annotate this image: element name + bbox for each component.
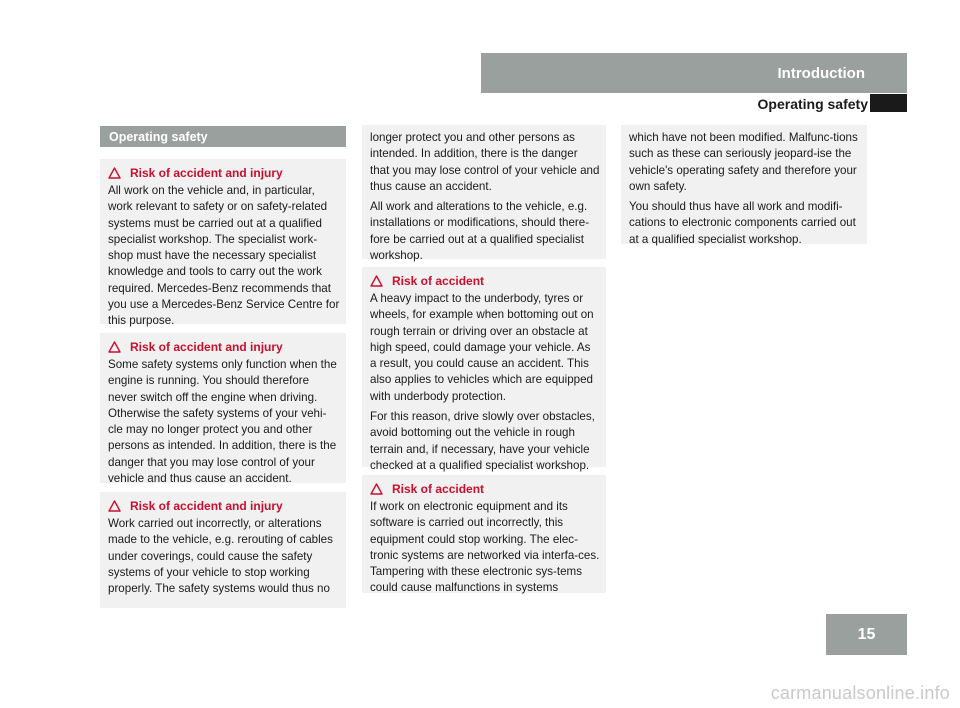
warning-title: Risk of accident (392, 482, 485, 496)
chapter-title: Introduction (777, 64, 865, 82)
chapter-header (481, 53, 907, 93)
header-marker (870, 94, 907, 112)
warning-box-1 (100, 159, 346, 328)
warning-heading (108, 165, 340, 181)
warning-title: Risk of accident and injury (130, 340, 283, 354)
warning-heading (108, 339, 340, 355)
warning-box-4 (362, 267, 606, 472)
warning-title: Risk of accident and injury (130, 499, 283, 513)
section-title-bar (100, 126, 346, 147)
warning-heading (370, 481, 600, 497)
warning-text: longer protect you and other persons as intended. In addition, there is the danger that you may lose control of your vehicle and thus cause an accident. (370, 131, 600, 193)
warning-box-continued (362, 125, 606, 263)
warning-text: You should thus have all work and modifi-cations to electronic components carried out at a qualified specialist workshop. (629, 200, 856, 246)
warning-triangle-icon (108, 341, 121, 353)
warning-box-continued (621, 125, 867, 244)
warning-text: For this reason, drive slowly over obstacles, avoid bottoming out the vehicle in rough terrain and, if necessary, have your vehicle checked at a qualified specialist workshop. (370, 410, 595, 472)
warning-box-3 (100, 492, 346, 608)
warning-text: which have not been modified. Malfunc-tions such as these can seriously jeopard-ise the vehicle's operating safety and therefore your own safety. (629, 131, 858, 193)
warning-text: If work on electronic equipment and its software is carried out incorrectly, this equipment could stop working. The elec-tronic systems are networked via interfa-ces. Tampering with these electronic sys-tems could cause malfunctions in systems (370, 500, 600, 595)
section-header: Operating safety (757, 96, 868, 112)
warning-text: Some safety systems only function when the engine is running. You should therefore never switch off the engine when driving. Otherwise the safety systems of your vehi-cle may no longer protect you and other persons as intended. In addition, there is the danger that you may lose control of your vehicle and thus cause an accident. (108, 358, 337, 486)
section-title: Operating safety (109, 129, 208, 144)
warning-title: Risk of accident (392, 274, 485, 288)
warning-triangle-icon (108, 167, 121, 179)
watermark: carmanualsonline.info (770, 683, 950, 703)
page-number (826, 614, 907, 655)
warning-text: A heavy impact to the underbody, tyres or wheels, for example when bottoming out on rough terrain or driving over an obstacle at high speed, could damage your vehicle. As a result, you could cause an accident. This also applies to vehicles which are equipped with underbody protection. (370, 292, 594, 403)
page-number-label: 15 (857, 625, 876, 643)
warning-triangle-icon (370, 275, 383, 287)
warning-text: All work on the vehicle and, in particular, work relevant to safety or on safety-related systems must be carried out at a qualified specialist workshop. The specialist work-shop must have the necessary specialist knowledge and tools to carry out the work required. Mercedes-Benz recommends that you use a Mercedes-Benz Service Centre for this purpose. (108, 184, 340, 328)
warning-heading (370, 273, 600, 289)
warning-text: Work carried out incorrectly, or alterations made to the vehicle, e.g. rerouting of cables under coverings, could cause the safety systems of your vehicle to stop working properly. The safety systems would thus no (108, 517, 333, 596)
warning-box-2 (100, 333, 346, 486)
warning-box-5 (362, 475, 606, 593)
warning-heading (108, 498, 340, 514)
warning-title: Risk of accident and injury (130, 166, 283, 180)
warning-triangle-icon (370, 483, 383, 495)
warning-text: All work and alterations to the vehicle, e.g. installations or modifications, should there-fore be carried out at a qualified specialist workshop. (370, 200, 590, 263)
warning-triangle-icon (108, 500, 121, 512)
